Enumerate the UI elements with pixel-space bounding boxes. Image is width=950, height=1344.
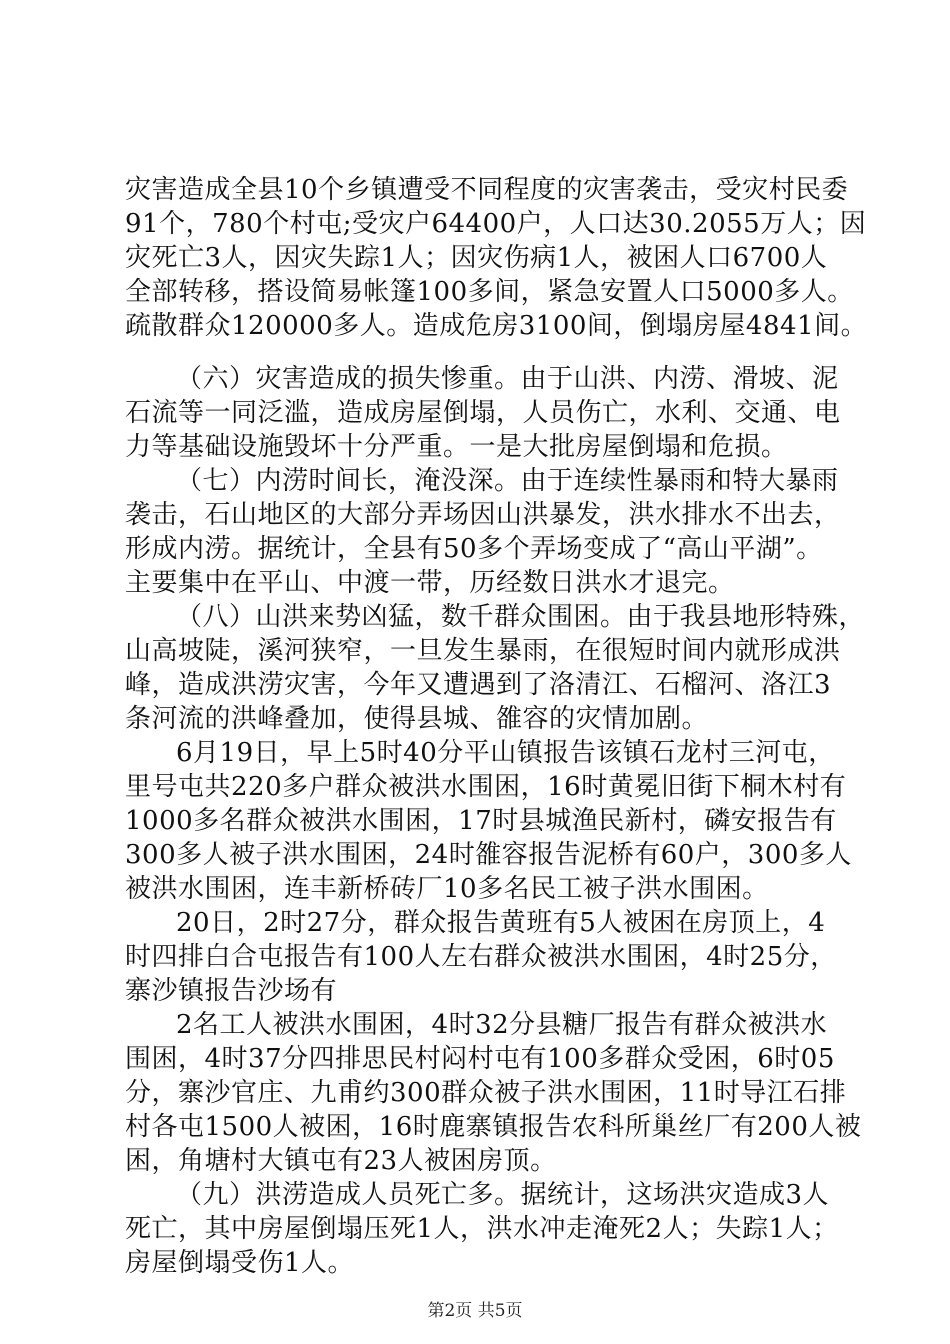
text-line: 灾害造成全县10个乡镇遭受不同程度的灾害袭击，受灾村民委 [125,175,849,205]
text-line: 灾死亡3人，因灾失踪1人；因灾伤病1人，被困人口6700人 [125,243,828,273]
text-line: 条河流的洪峰叠加，使得县城、雒容的灾情加剧。 [125,704,709,734]
text-line: 疏散群众120000多人。造成危房3100间，倒塌房屋4841间。 [125,311,868,341]
paragraph-heading-9: （九）洪涝造成人员死亡多。据统计，这场洪灾造成3人 [176,1180,830,1210]
text-line: 全部转移，搭设简易帐篷100多间，紧急安置人口5000多人。 [125,277,854,307]
text-line: 主要集中在平山、中渡一带，历经数日洪水才退完。 [125,568,735,598]
text-line: 力等基础设施毁坏十分严重。一是大批房屋倒塌和危损。 [125,432,788,462]
text-line: 300多人被子洪水围困，24时雒容报告泥桥有60户，300多人 [125,840,852,870]
text-line: 困，角塘村大镇屯有23人被困房顶。 [125,1146,557,1176]
paragraph-heading-7: （七）内涝时间长，淹没深。由于连续性暴雨和特大暴雨 [176,466,839,496]
text-line: 山高坡陡，溪河狭窄，一旦发生暴雨，在很短时间内就形成洪 [125,636,841,666]
text-line: 1000多名群众被洪水围困，17时县城渔民新村，磷安报告有 [125,806,837,836]
page-footer: 第2页 共5页 [427,1301,523,1321]
text-line: 村各屯1500人被困，16时鹿寨镇报告农科所巢丝厂有200人被 [125,1112,862,1142]
text-line: 峰，造成洪涝灾害，今年又遭遇到了洛清江、石榴河、洛江3 [125,670,832,700]
text-line: 分，寨沙官庄、九甫约300群众被子洪水围困，11时导江石排 [125,1078,847,1108]
text-line: 石流等一同泛滥，造成房屋倒塌，人员伤亡，水利、交通、电 [125,398,841,428]
paragraph-heading-6: （六）灾害造成的损失惨重。由于山洪、内涝、滑坡、泥 [176,364,839,394]
text-line: 91个，780个村屯;受灾户64400户，人口达30.2055万人；因 [125,209,867,239]
paragraph-start: 2名工人被洪水围困，4时32分县糖厂报告有群众被洪水 [176,1010,828,1040]
text-line: 袭击，石山地区的大部分弄场因山洪暴发，洪水排水不出去， [125,500,841,530]
text-line: 寨沙镇报告沙场有 [125,976,338,1006]
text-line: 房屋倒塌受伤1人。 [125,1248,355,1278]
paragraph-start: 20日，2时27分，群众报告黄班有5人被困在房顶上，4 [176,908,826,938]
text-line: 时四排白合屯报告有100人左右群众被洪水围困，4时25分， [125,942,837,972]
text-line: 里号屯共220多户群众被洪水围困，16时黄冕旧街下桐木村有 [125,772,847,802]
text-line: 死亡，其中房屋倒塌压死1人，洪水冲走淹死2人；失踪1人； [125,1214,839,1244]
text-line: 围困，4时37分四排思民村闷村屯有100多群众受困，6时05 [125,1044,835,1074]
paragraph-heading-8: （八）山洪来势凶猛，数千群众围困。由于我县地形特殊， [176,602,866,632]
text-line: 被洪水围困，连丰新桥砖厂10多名民工被子洪水围困。 [125,874,769,904]
paragraph-start: 6月19日，早上5时40分平山镇报告该镇石龙村三河屯， [176,738,835,768]
text-line: 形成内涝。据统计，全县有50多个弄场变成了“高山平湖”。 [125,534,823,564]
